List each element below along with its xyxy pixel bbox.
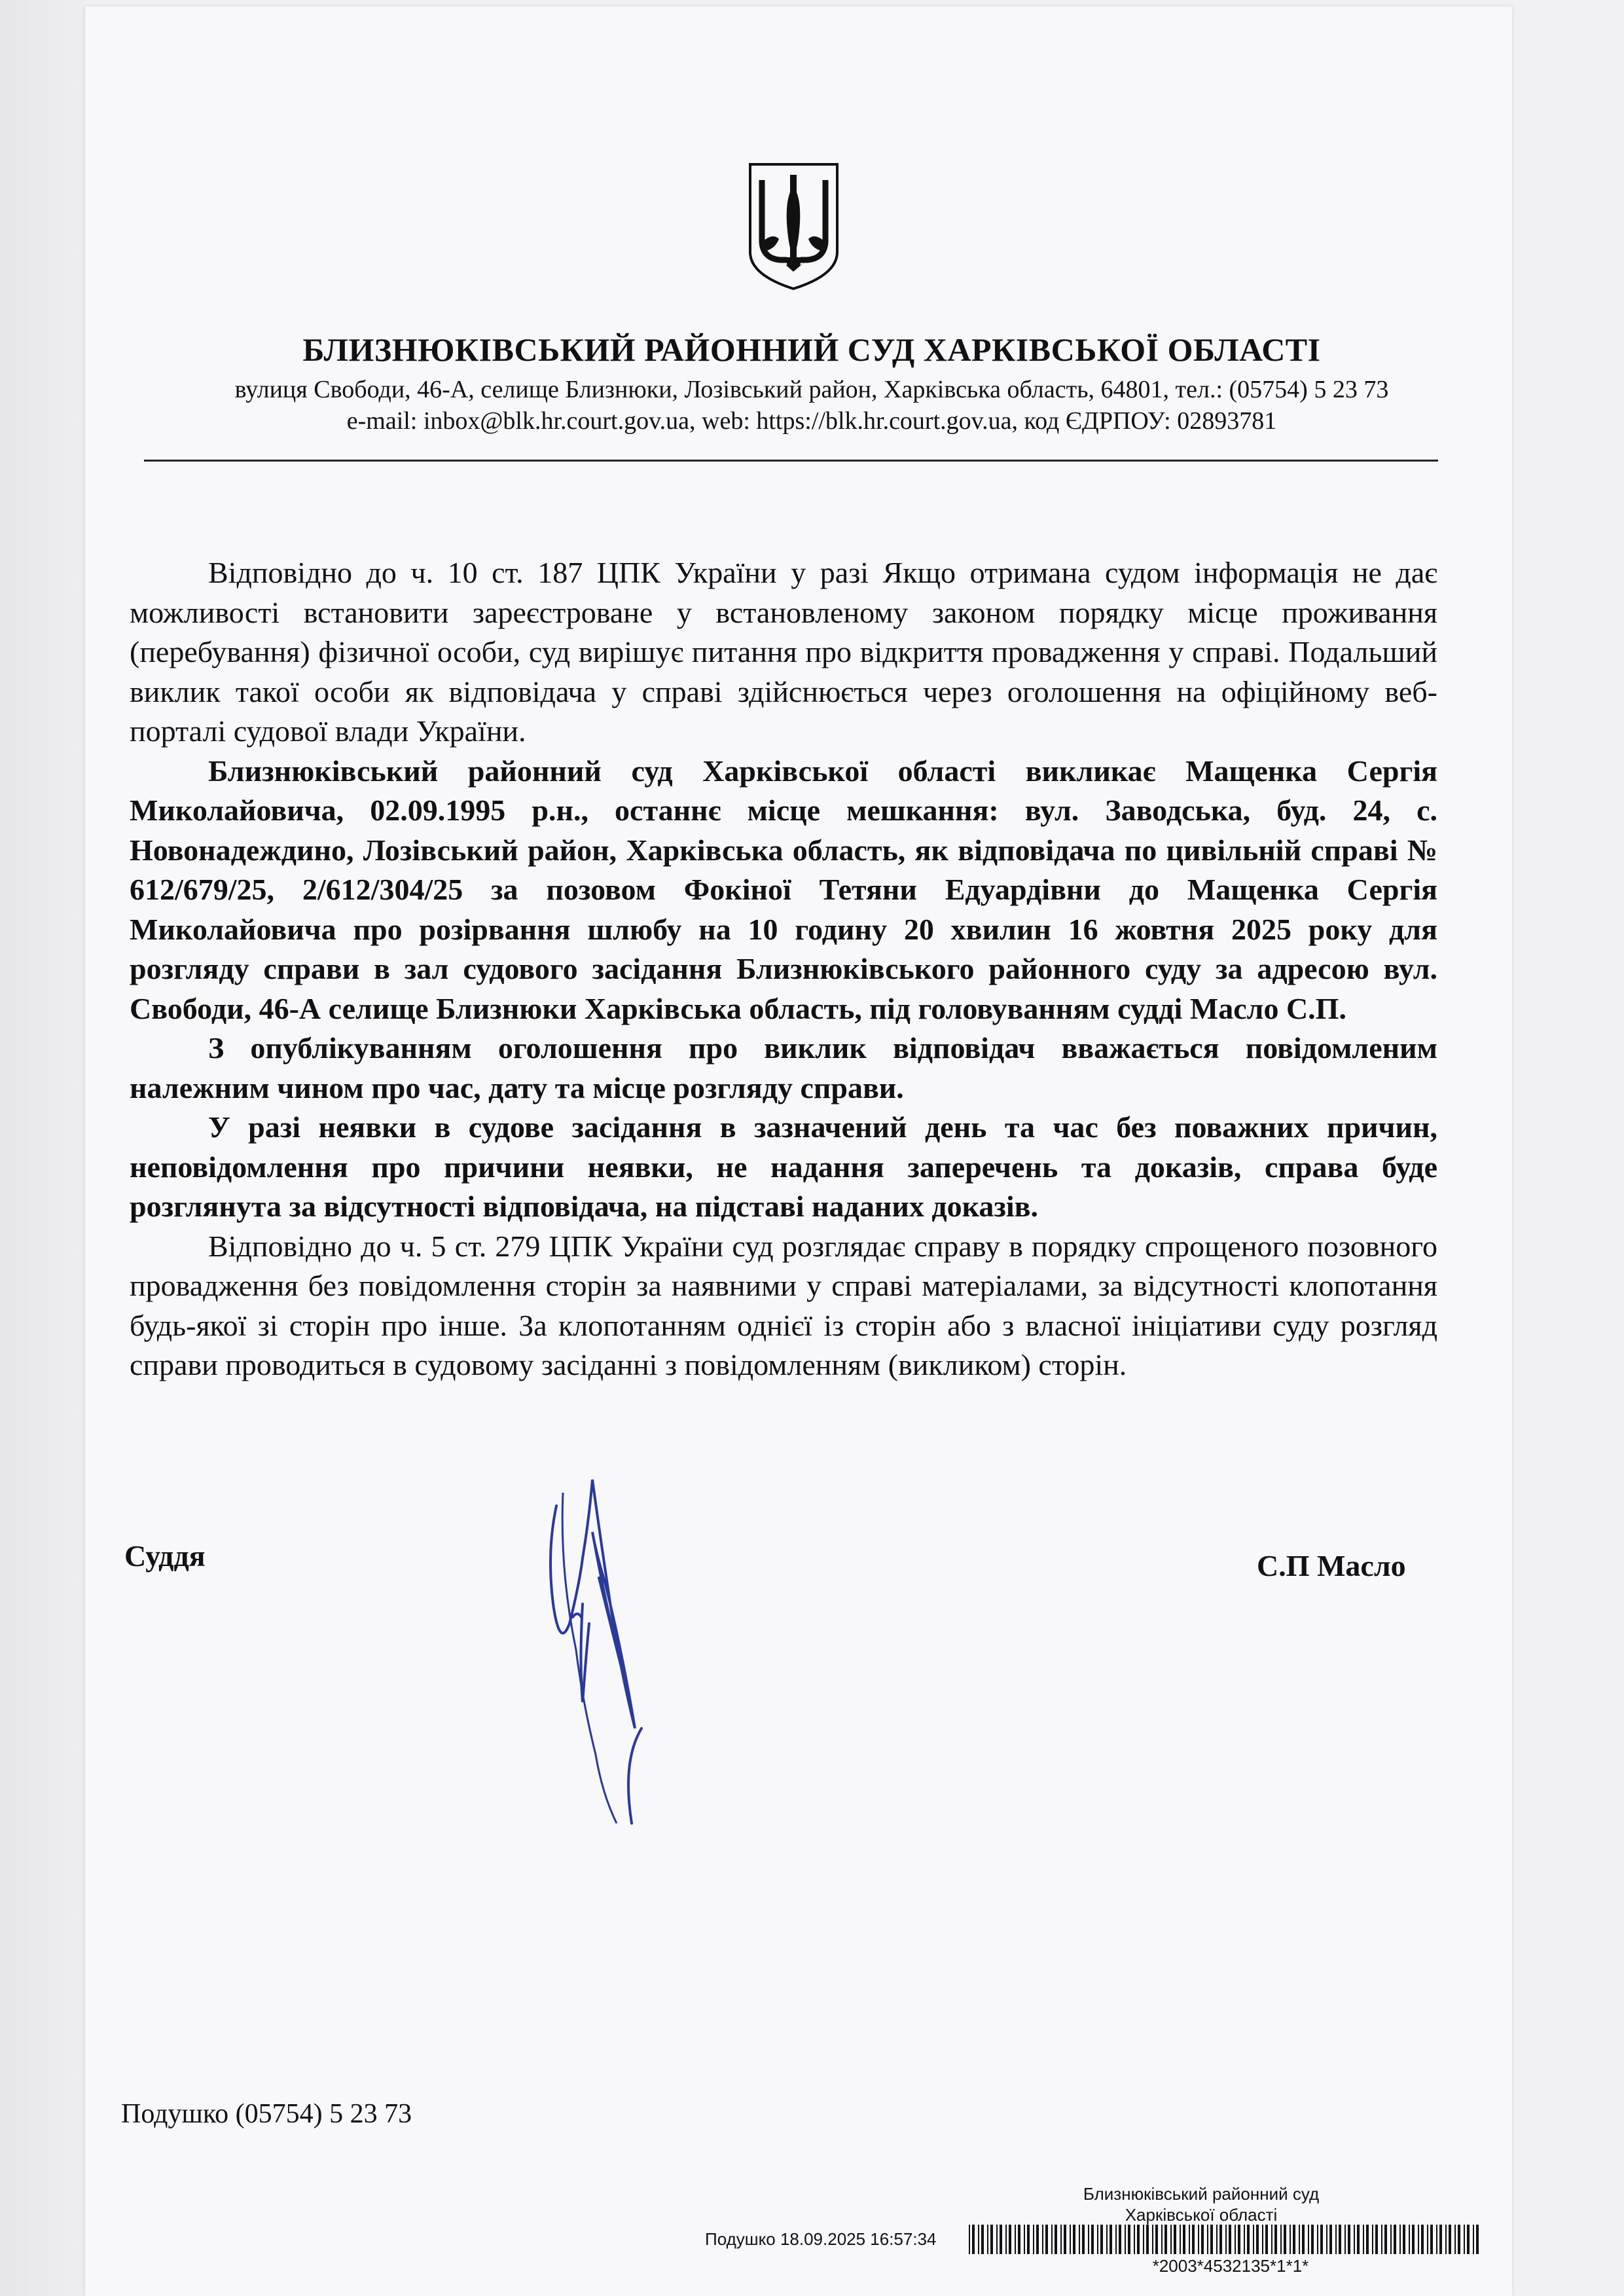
court-address: вулиця Свободи, 46-А, селище Близнюки, Лозівський район, Харківська область, 64801, тел.: (05754) 5 23 73 xyxy=(234,376,1389,403)
paragraph-simplified-procedure: Відповідно до ч. 5 ст. 279 ЦПК України суд розглядає справу в порядку спрощеного позовного провадження без повідомлення сторін за наявними у справі матеріалами, за відсутності клопотання будь-якої зі сторін про інше. За клопотанням однієї із сторін або з власної ініціативи суду розгляд справи проводиться в судовому засіданні з повідомленням (викликом) сторін. xyxy=(130,1229,1437,1381)
registration-timestamp: Подушко 18.09.2025 16:57:34 xyxy=(705,2229,937,2249)
court-name-heading: БЛИЗНЮКІВСЬКИЙ РАЙОННИЙ СУД ХАРКІВСЬКОЇ ОБЛАСТІ xyxy=(302,331,1321,368)
judge-name: С.П Масло xyxy=(1257,1549,1406,1582)
stamp-court-line2: Харківської області xyxy=(1125,2205,1278,2225)
paragraph-absence-warning: У разі неявки в судове засідання в зазначений день та час без поважних причин, неповідомлення про причини неявки, не надання заперечень та доказів, справа буде розглянута за відсутності відповідача, на підставі наданих доказів. xyxy=(130,1110,1437,1223)
scan-background xyxy=(0,0,85,2296)
registration-stamp xyxy=(982,2183,1420,2225)
judge-signature xyxy=(543,1453,687,1846)
barcode xyxy=(969,2225,1479,2254)
document-body xyxy=(130,553,1437,1385)
paragraph-notification: З опублікуванням оголошення про виклик відповідач вважається повідомленим належним чином про час, дату та місце розгляду справи. xyxy=(130,1031,1437,1104)
coat-of-arms-icon xyxy=(746,160,841,291)
stamp-court-line1: Близнюківський районний суд xyxy=(1083,2184,1320,2204)
header-divider xyxy=(144,460,1438,462)
barcode-number: *2003*4532135*1*1* xyxy=(1152,2256,1309,2276)
paragraph-legal-basis: Відповідно до ч. 10 ст. 187 ЦПК України у разі Якщо отримана судом інформація не дає можливості встановити зареєстроване у встановленому законом порядку місце проживання (перебування) фізичної особи, суд вирішує питання про відкриття провадження у справі. Подальший виклик такої особи як відповідача у справі здійснюється через оголошення на офіційному веб-порталі судової влади України. xyxy=(130,556,1437,748)
judge-label: Суддя xyxy=(124,1539,206,1573)
paragraph-summons: Близнюківський районний суд Харківської області викликає Мащенка Сергія Миколайовича, 02.09.1995 р.н., останнє місце мешкання: вул. Заводська, буд. 24, с. Новонадеждино, Лозівський район, Харківська область, як відповідача по цивільній справі № 612/679/25, 2/612/304/25 за позовом Фокіної Тетяни Едуардівни до Мащенка Сергія Миколайовича про розірвання шлюбу на 10 годину 20 хвилин 16 жовтня 2025 року для розгляду справи в зал судового засідання Близнюківського районного суду за адресою вул. Свободи, 46-А селище Близнюки Харківська область, під головуванням судді Масло С.П. xyxy=(130,754,1437,1025)
court-contacts: e-mail: inbox@blk.hr.court.gov.ua, web: https://blk.hr.court.gov.ua, код ЄДРПОУ: 02893781 xyxy=(346,407,1277,435)
executor-contact: Подушко (05754) 5 23 73 xyxy=(121,2099,412,2129)
